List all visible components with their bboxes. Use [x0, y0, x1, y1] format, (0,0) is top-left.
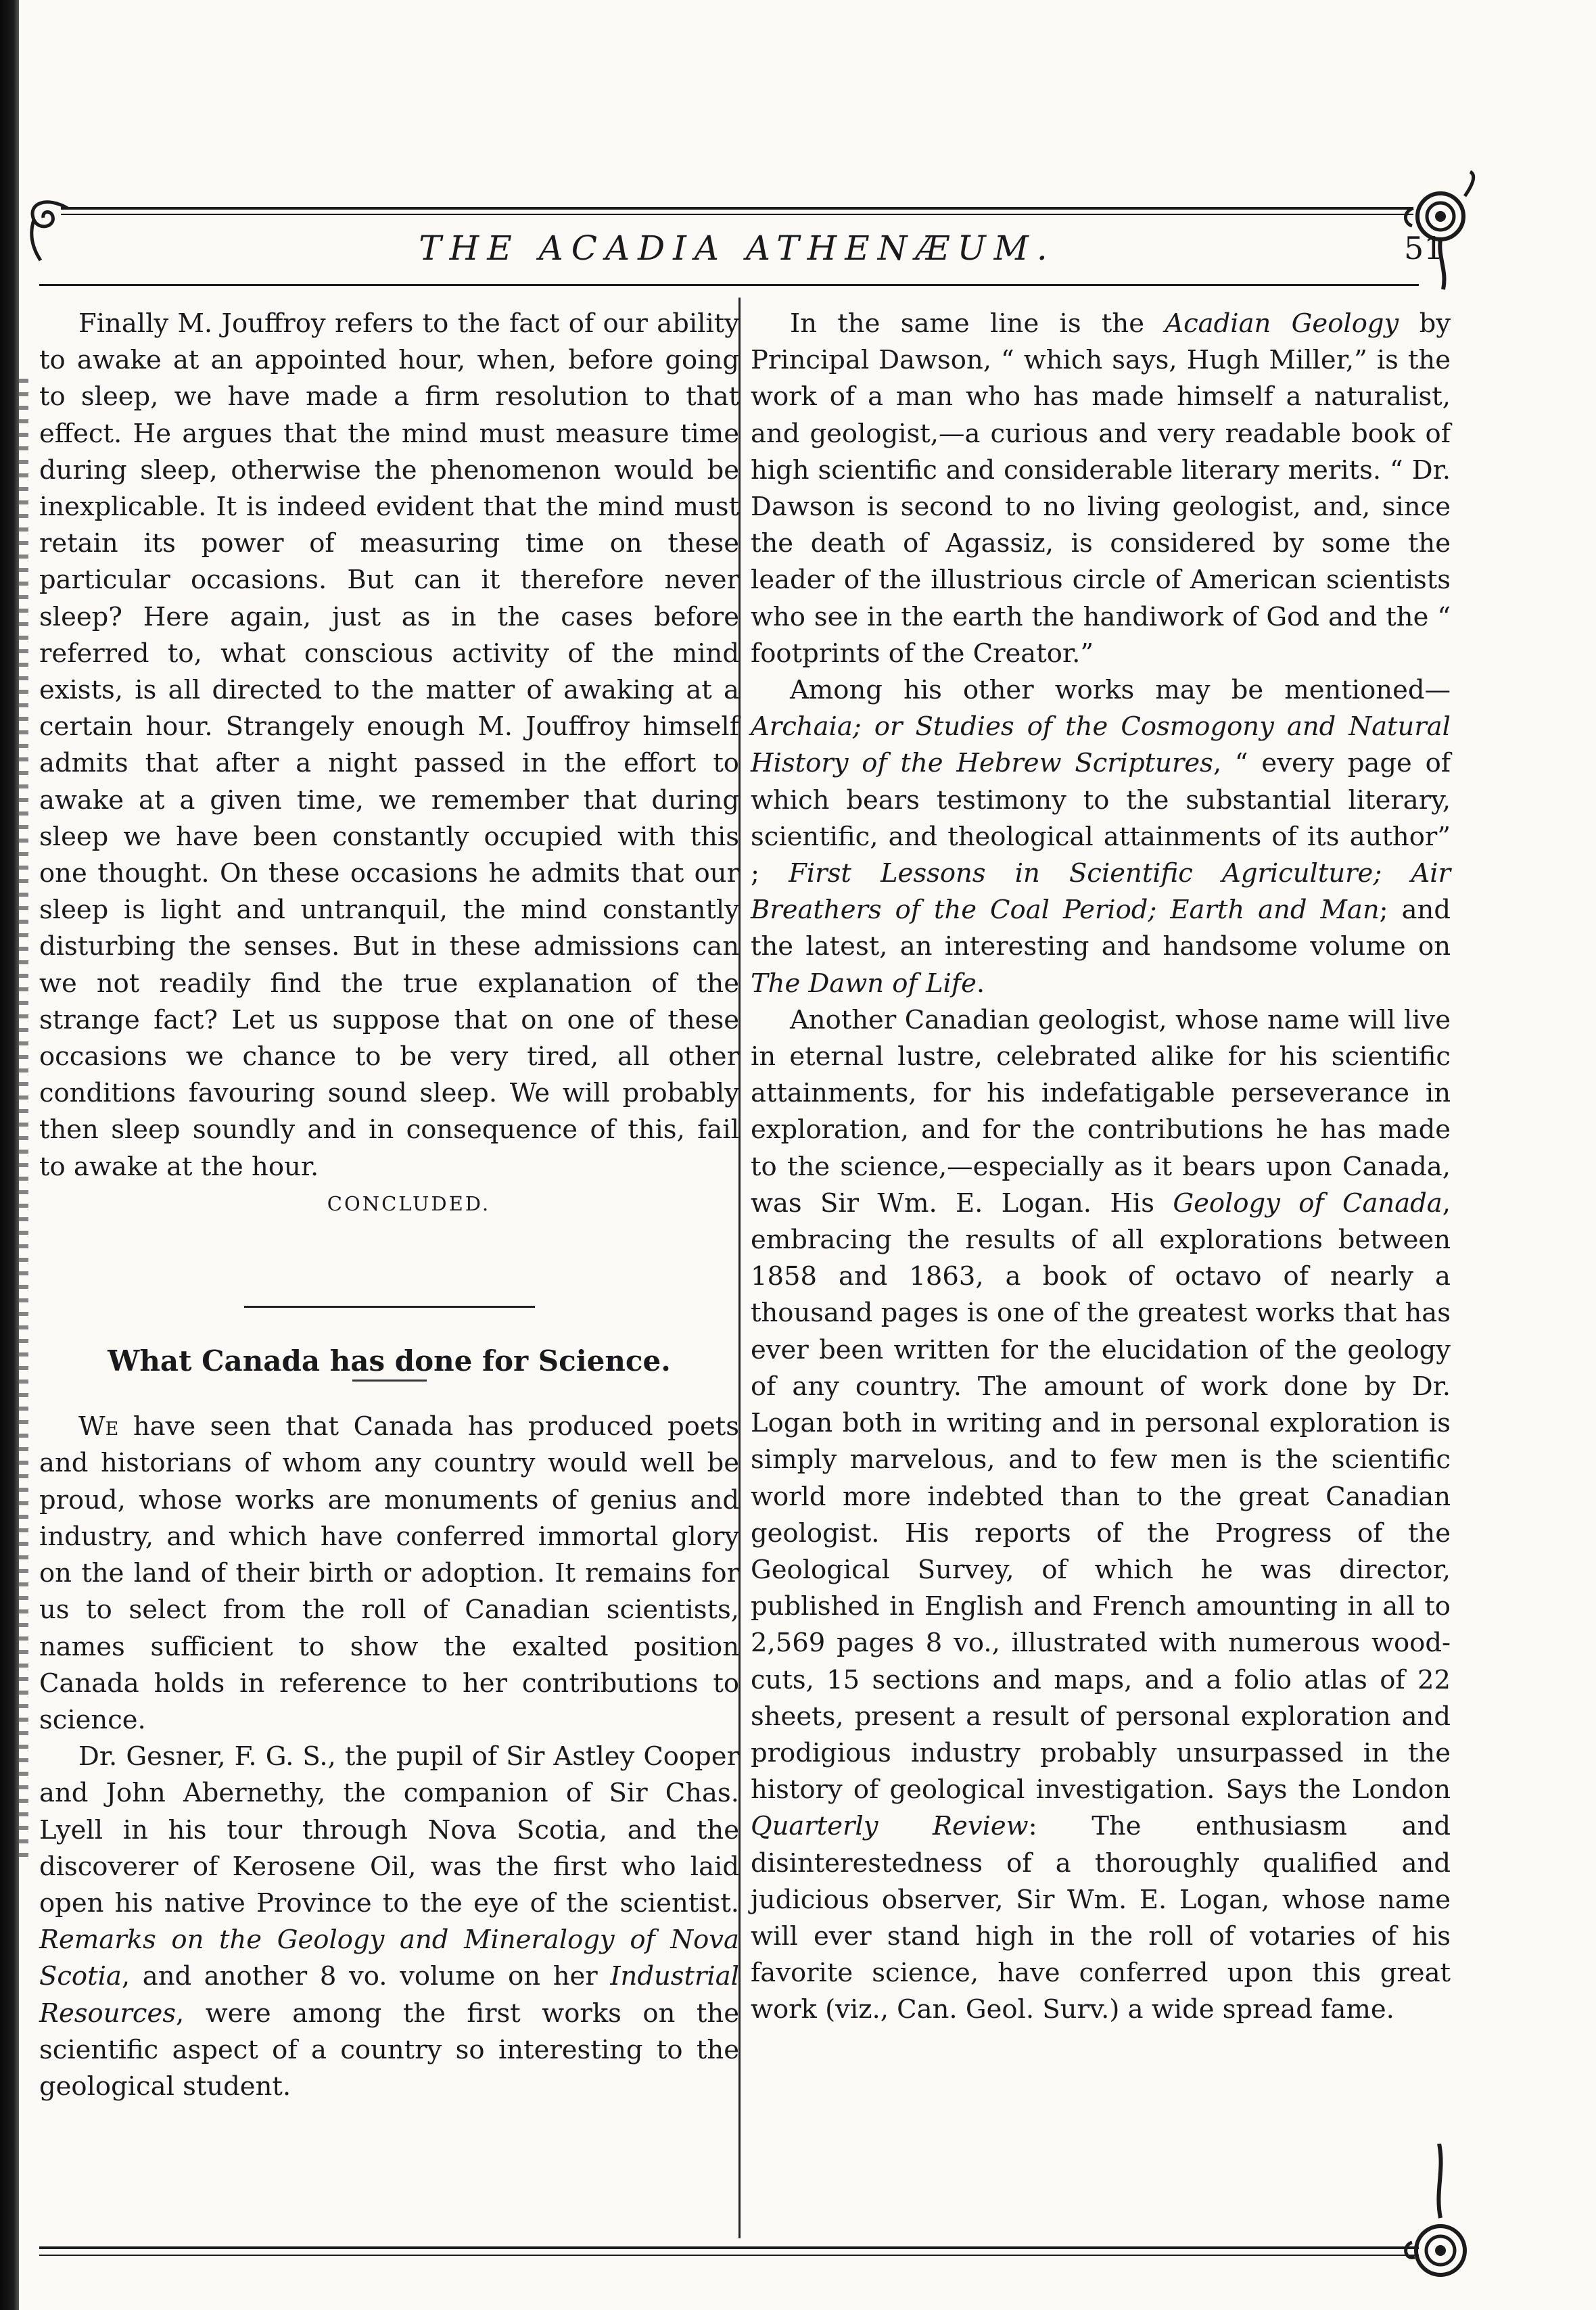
paragraph-jouffroy: Finally M. Jouffroy refers to the fact of our ability to awake at an appointed hour, when, before going to sleep, we have made a firm resolution to that effect. He argues that the mind must measure time during sleep, otherwise the phenomenon would be inexplicable. It is indeed evident that the mind must retain its power of measuring time on these particular occasions. But can it therefore never sleep? Here again, just as in the cases before referred to, what conscious activity of the mind exists, is all directed to the matter of awaking at a certain hour. Strangely enough M. Jouffroy himself admits that after a night passed in the effort to awake at a given time, we remember that during sleep we have been constantly occupied with this one thought. On these occasions he admits that our sleep is light and untranquil, the mind constantly disturbing the senses. But in these admissions can we not readily find the true explanation of the strange fact? Let us suppose that on one of these occasions we chance to be very tired, all other conditions favouring sound sleep. We will probably then sleep soundly and in consequence of this, fail to awake at the hour.: [39, 308, 739, 1182]
book-spine-shadow: [0, 0, 19, 2310]
binding-margin: [19, 379, 28, 1866]
book-title: The Dawn of Life: [751, 968, 977, 999]
paragraph-canada-intro: We have seen that Canada has produced poets and historians of whom any country would well be proud, whose works are monuments of genius and industry, and which have conferred immortal glory on the land of their birth or adoption. It remains for us to select from the roll of Canadian scientists, names sufficient to show the exalted position Canada holds in reference to her contributions to science.: [39, 1411, 739, 1735]
book-title: Industrial Resources: [39, 1961, 739, 2029]
drop-lead-word: We: [78, 1411, 119, 1442]
page-number: 51: [1404, 230, 1444, 266]
section-separator: [244, 1306, 535, 1308]
section-title: What Canada has done for Science.: [108, 1344, 671, 1378]
book-title: First Lessons in Scientific Agriculture; Air Breathers of the Coal Period; Earth and Man: [751, 858, 1451, 926]
scroll-ornament-icon: [1397, 2144, 1485, 2299]
book-title: Remarks on the Geology and Mineralogy of Nova Scotia: [39, 1925, 739, 1992]
right-column: [751, 306, 1451, 2029]
footer-rule-inner: [39, 2255, 1419, 2256]
left-column: [39, 306, 739, 2105]
header-top-rule: [61, 207, 1413, 210]
book-title: Acadian Geology: [1165, 308, 1399, 339]
running-head-title: THE ACADIA ATHENÆUM.: [419, 229, 1056, 268]
journal-title: Quarterly Review: [751, 1811, 1029, 1842]
paragraph-logan: Another Canadian geologist, whose name will live in eternal lustre, celebrated alike for his scientific attainments, for his indefatigable perseverance in exploration, and for the contributions he has made to the science,—especially as it bears upon Canada, was Sir Wm. E. Logan. His Geology of Canada, embracing the results of all explorations between 1858 and 1863, a book of octavo of nearly a thousand pages is one of the greatest works that has ever been written for the elucidation of the geology of any country. The amount of work done by Dr. Logan both in writing and in personal exploration is simply marvelous, and to few men is the scientific world more indebted than to the great Canadian geologist. His reports of the Progress of the Geological Survey, of which he was director, published in English and French amounting in all to 2,569 pages 8 vo., illustrated with numerous wood-cuts, 15 sections and maps, and a folio atlas of 22 sheets, present a result of personal exploration and prodigious industry probably unsurpassed in the history of geological investigation. Says the London Quarterly Review: The enthusiasm and disinterestedness of a thoroughly qualified and judicious observer, Sir Wm. E. Logan, whose name will ever stand high in the roll of votaries of his favorite science, have conferred upon this great work (viz., Can. Geol. Surv.) a wide spread fame.: [751, 1004, 1451, 2025]
section-title-rule: [352, 1380, 427, 1382]
paragraph-dawson-works: Among his other works may be mentioned—Archaia; or Studies of the Cosmogony and Natural History of the Hebrew Scriptures, “ every page of which bears testimony to the substantial literary, scientific, and theological attainments of its author” ; First Lessons in Scientific Agriculture; Air Breathers of the Coal Period; Earth and Man; and the latest, an interesting and handsome volume on The Dawn of Life.: [751, 675, 1451, 999]
footer-rule: [39, 2246, 1419, 2249]
paragraph-gesner: Dr. Gesner, F. G. S., the pupil of Sir Astley Cooper and John Abernethy, the companion of Sir Chas. Lyell in his tour through Nova Scotia, and the discoverer of Kerosene Oil, was the first who laid open his native Province to the eye of the scientist. Remarks on the Geology and Mineralogy of Nova Scotia, and another 8 vo. volume on her Industrial Resources, were among the first works on the scientific aspect of a country so interesting to the geological student.: [39, 1741, 739, 2102]
concluded-label: CONCLUDED.: [327, 1192, 491, 1215]
paragraph-dawson: In the same line is the Acadian Geology by Principal Dawson, “ which says, Hugh Miller,” is the work of a man who has made himself a naturalist, and geologist,—a curious and very readable book of high scientific and considerable literary merits. “ Dr. Dawson is second to no living geologist, and, since the death of Agassiz, is considered by some the leader of the illustrious circle of American scientists who see in the earth the handiwork of God and the “ footprints of the Creator.”: [751, 308, 1451, 669]
book-title: Archaia; or Studies of the Cosmogony and Natural History of the Hebrew Scriptures: [751, 711, 1451, 779]
book-title: Geology of Canada: [1173, 1187, 1442, 1219]
header-top-rule-inner: [61, 214, 1413, 215]
header-bottom-rule: [39, 284, 1419, 286]
